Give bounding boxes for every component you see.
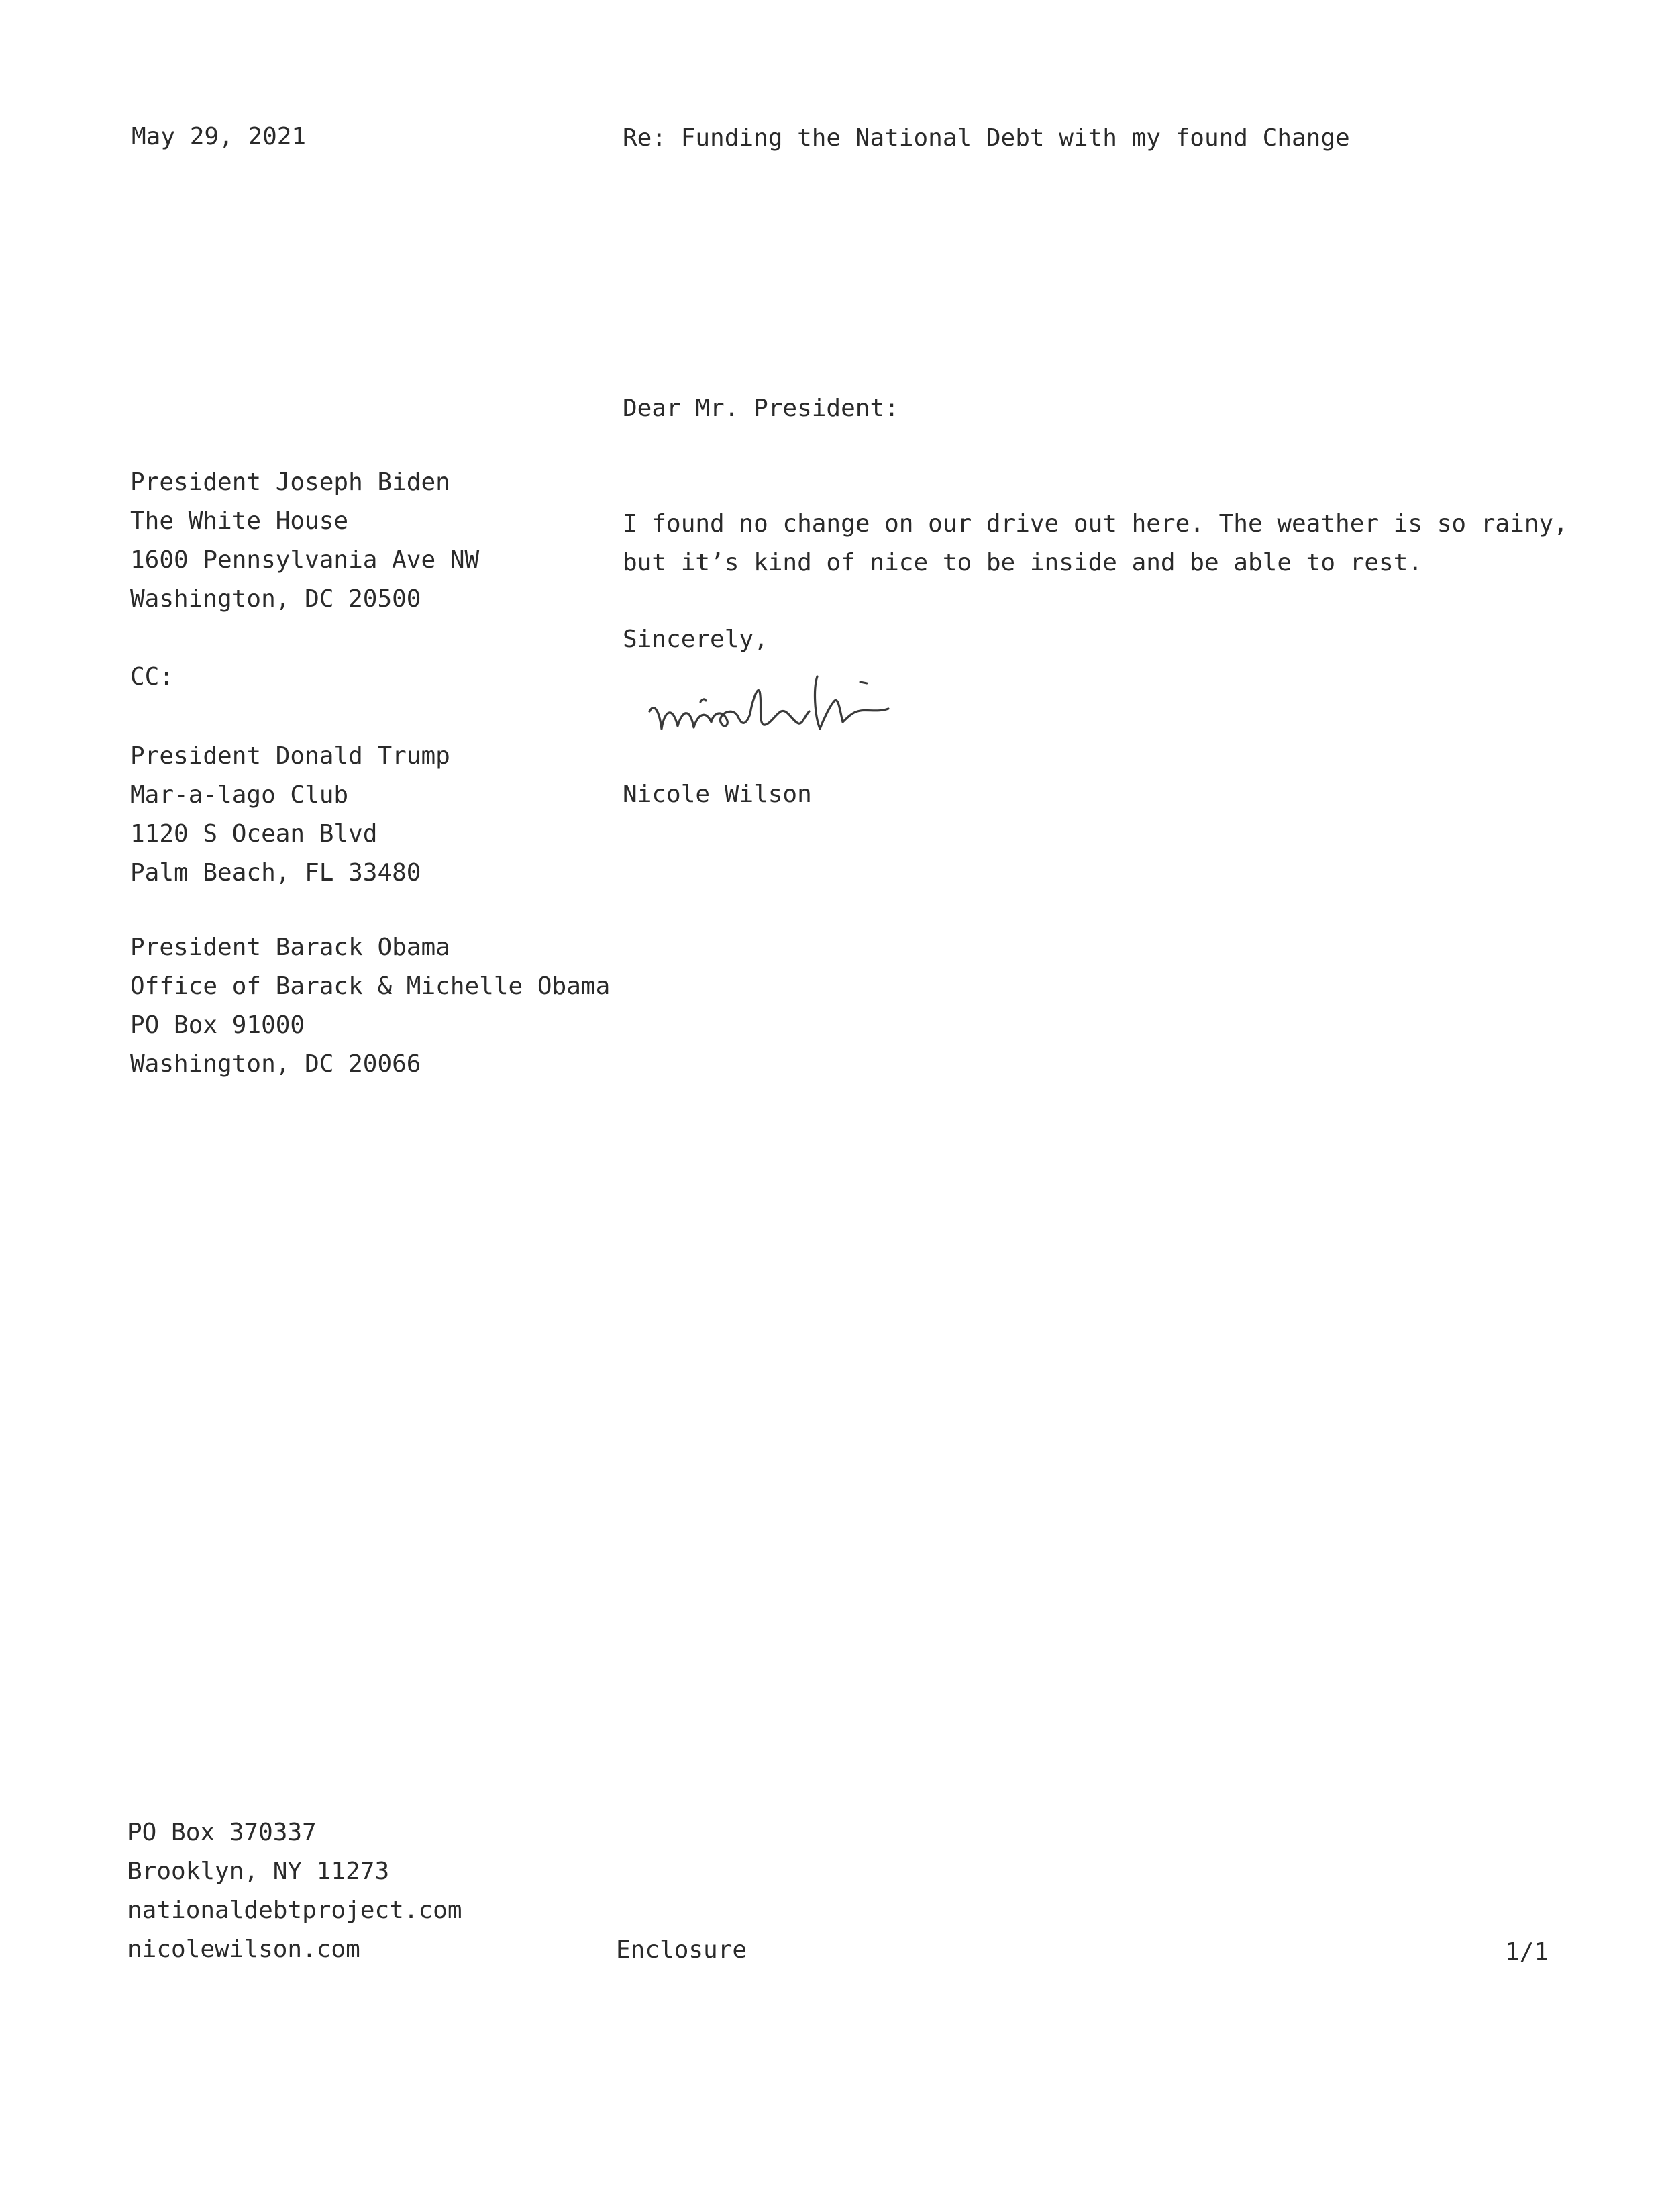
cc-org: Office of Barack & Michelle Obama [130,972,611,1000]
letter-date: May 29, 2021 [132,123,307,150]
enclosure-note: Enclosure [616,1936,747,1964]
recipient-address [130,463,479,619]
cc-org: Mar-a-lago Club [130,781,349,809]
sender-website: nicolewilson.com [127,1936,360,1963]
cc-address-obama [130,928,610,1084]
body-line: but it’s kind of nice to be inside and be able to rest. [623,549,1423,576]
sender-city: Brooklyn, NY 11273 [127,1858,390,1885]
page-number: 1/1 [1505,1938,1549,1966]
salutation: Dear Mr. President: [623,395,899,422]
sender-po-box: PO Box 370337 [127,1819,317,1846]
cc-name: President Donald Trump [130,742,450,770]
recipient-name: President Joseph Biden [130,468,450,496]
recipient-org: The White House [130,507,349,535]
sender-website: nationaldebtproject.com [127,1897,462,1924]
cc-label: CC: [130,663,174,691]
cc-street: 1120 S Ocean Blvd [130,820,378,848]
signature-icon [644,664,993,758]
recipient-street: 1600 Pennsylvania Ave NW [130,546,480,574]
letter-subject: Re: Funding the National Debt with my found Change [623,124,1350,152]
sender-address [127,1813,462,1969]
cc-address-trump [130,737,450,893]
letter-body [623,505,1568,583]
cc-city: Palm Beach, FL 33480 [130,859,421,887]
cc-city: Washington, DC 20066 [130,1050,421,1078]
cc-street: PO Box 91000 [130,1011,305,1039]
closing: Sincerely, [623,625,768,653]
signer-name: Nicole Wilson [623,781,812,808]
body-line: I found no change on our drive out here. The weather is so rainy, [623,510,1568,538]
recipient-city: Washington, DC 20500 [130,585,421,613]
cc-name: President Barack Obama [130,934,450,961]
